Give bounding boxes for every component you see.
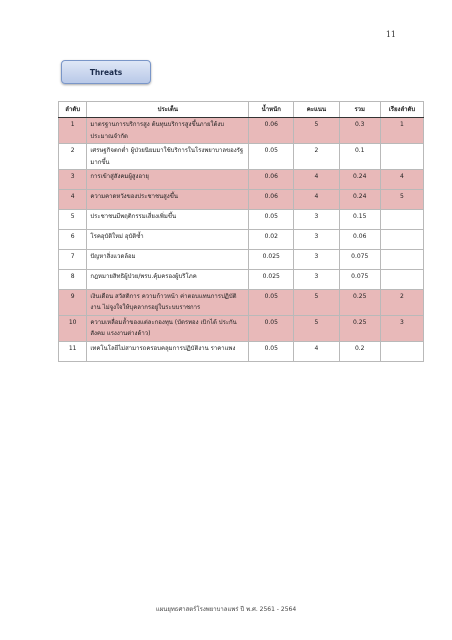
cell-issue: ประชาชนมีพฤติกรรมเสี่ยงเพิ่มขึ้น xyxy=(87,209,249,229)
cell-rank: 9 xyxy=(59,289,87,315)
cell-total: 0.25 xyxy=(339,289,380,315)
cell-rank: 7 xyxy=(59,249,87,269)
table-row xyxy=(59,118,424,144)
table-row xyxy=(59,169,424,189)
cell-order xyxy=(380,229,423,249)
cell-rank: 2 xyxy=(59,144,87,170)
cell-score: 5 xyxy=(294,315,339,341)
header-issue: ประเด็น xyxy=(87,102,249,118)
cell-issue: เทคโนโลยีไม่สามารถครอบคลุมการปฏิบัติงาน ราคาแพง xyxy=(87,341,249,361)
cell-order xyxy=(380,209,423,229)
cell-score: 3 xyxy=(294,249,339,269)
cell-total: 0.3 xyxy=(339,118,380,144)
cell-issue: เงินเดือน สวัสดิการ ความก้าวหน้า ค่าตอบแทนการปฏิบัติงาน ไม่จูงใจให้บุคลากรอยู่ในระบบราชการ xyxy=(87,289,249,315)
cell-total: 0.1 xyxy=(339,144,380,170)
cell-weight: 0.05 xyxy=(249,144,294,170)
cell-rank: 6 xyxy=(59,229,87,249)
cell-issue: ความเหลื่อมล้ำของแต่ละกองทุน (บัตรทอง เบิกได้ ประกันสังคม แรงงานต่างด้าว) xyxy=(87,315,249,341)
table-row xyxy=(59,144,424,170)
cell-order: 4 xyxy=(380,169,423,189)
cell-order: 2 xyxy=(380,289,423,315)
cell-order xyxy=(380,269,423,289)
cell-score: 4 xyxy=(294,189,339,209)
cell-issue: ปัญหาสิ่งแวดล้อม xyxy=(87,249,249,269)
cell-rank: 11 xyxy=(59,341,87,361)
cell-score: 5 xyxy=(294,118,339,144)
cell-rank: 1 xyxy=(59,118,87,144)
cell-weight: 0.025 xyxy=(249,269,294,289)
cell-total: 0.2 xyxy=(339,341,380,361)
cell-weight: 0.05 xyxy=(249,289,294,315)
cell-total: 0.24 xyxy=(339,169,380,189)
cell-score: 3 xyxy=(294,269,339,289)
table-row xyxy=(59,249,424,269)
table-row xyxy=(59,209,424,229)
table-row xyxy=(59,341,424,361)
table-row xyxy=(59,229,424,249)
table-row xyxy=(59,269,424,289)
cell-weight: 0.05 xyxy=(249,341,294,361)
cell-issue: กฎหมายสิทธิผู้ป่วย/พรบ.คุ้มครองผู้บริโภค xyxy=(87,269,249,289)
cell-order: 3 xyxy=(380,315,423,341)
cell-total: 0.075 xyxy=(339,249,380,269)
cell-weight: 0.06 xyxy=(249,118,294,144)
table-row xyxy=(59,189,424,209)
table-header-row xyxy=(59,102,424,118)
cell-order: 5 xyxy=(380,189,423,209)
header-score: คะแนน xyxy=(294,102,339,118)
cell-total: 0.24 xyxy=(339,189,380,209)
cell-issue: มาตรฐานการบริการสูง ต้นทุนบริการสูงขึ้นภายใต้งบประมาณจำกัด xyxy=(87,118,249,144)
header-order: เรียงลำดับ xyxy=(380,102,423,118)
cell-order xyxy=(380,249,423,269)
cell-score: 2 xyxy=(294,144,339,170)
page-number: 11 xyxy=(385,30,396,39)
cell-weight: 0.05 xyxy=(249,209,294,229)
cell-issue: เศรษฐกิจตกต่ำ ผู้ป่วยนิยมมาใช้บริการในโรงพยาบาลของรัฐมากขึ้น xyxy=(87,144,249,170)
cell-weight: 0.06 xyxy=(249,189,294,209)
cell-rank: 8 xyxy=(59,269,87,289)
cell-rank: 3 xyxy=(59,169,87,189)
cell-weight: 0.025 xyxy=(249,249,294,269)
cell-score: 3 xyxy=(294,209,339,229)
cell-order: 1 xyxy=(380,118,423,144)
cell-issue: การเข้าสู่สังคมผู้สูงอายุ xyxy=(87,169,249,189)
cell-total: 0.075 xyxy=(339,269,380,289)
cell-weight: 0.02 xyxy=(249,229,294,249)
cell-order xyxy=(380,144,423,170)
table-row xyxy=(59,289,424,315)
header-rank: ลำดับ xyxy=(59,102,87,118)
page-footer: แผนยุทธศาสตร์โรงพยาบาลแพร่ ปี พ.ศ. 2561 - 2564 xyxy=(155,606,297,613)
header-total: รวม xyxy=(339,102,380,118)
cell-issue: ความคาดหวังของประชาชนสูงขึ้น xyxy=(87,189,249,209)
cell-total: 0.15 xyxy=(339,209,380,229)
cell-rank: 5 xyxy=(59,209,87,229)
cell-score: 3 xyxy=(294,229,339,249)
cell-rank: 4 xyxy=(59,189,87,209)
threats-table xyxy=(58,101,424,362)
cell-total: 0.25 xyxy=(339,315,380,341)
cell-score: 4 xyxy=(294,169,339,189)
cell-issue: โรคอุบัติใหม่ อุบัติซ้ำ xyxy=(87,229,249,249)
header-weight: น้ำหนัก xyxy=(249,102,294,118)
cell-weight: 0.05 xyxy=(249,315,294,341)
cell-rank: 10 xyxy=(59,315,87,341)
cell-score: 5 xyxy=(294,289,339,315)
cell-weight: 0.06 xyxy=(249,169,294,189)
table-row xyxy=(59,315,424,341)
section-tab-threats: Threats xyxy=(61,60,151,84)
cell-total: 0.06 xyxy=(339,229,380,249)
cell-order xyxy=(380,341,423,361)
cell-score: 4 xyxy=(294,341,339,361)
